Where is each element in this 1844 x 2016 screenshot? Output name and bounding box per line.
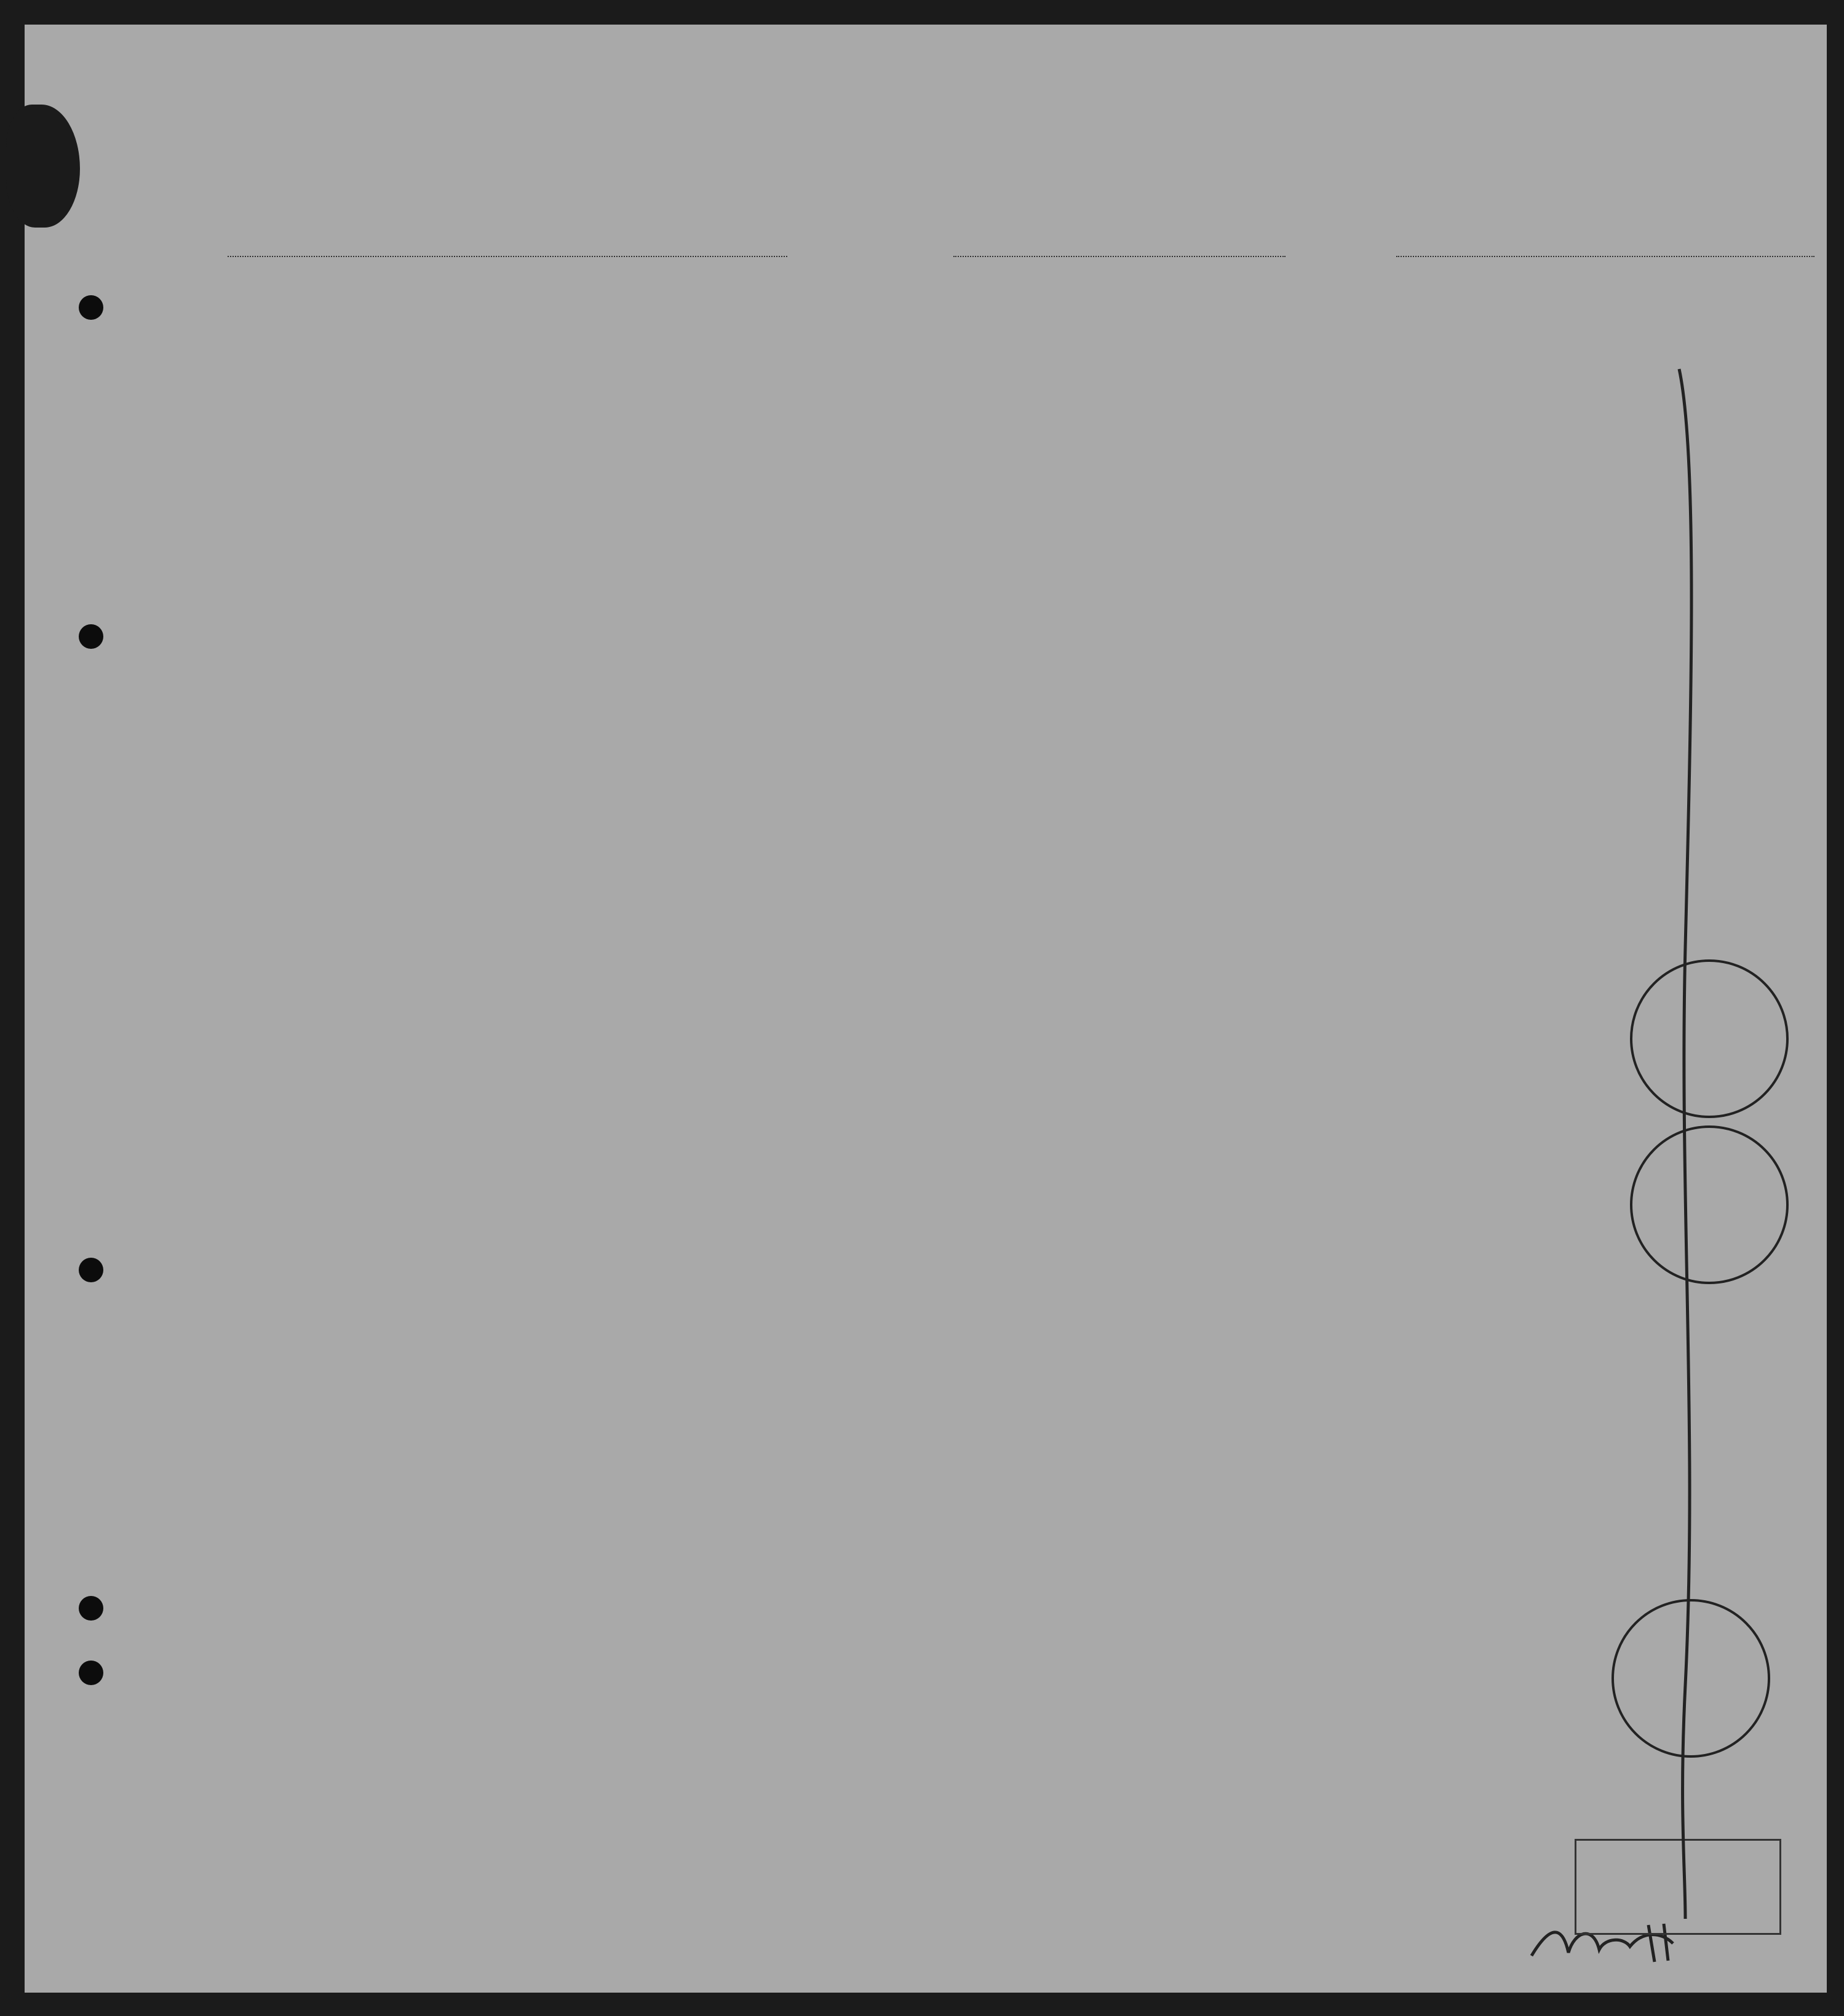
table-grid: [25, 25, 1827, 1993]
footer: [25, 1919, 1827, 1968]
consulate-stamp: [1630, 1125, 1789, 1284]
consulate-stamp: [1612, 1599, 1770, 1758]
manifest-sheet: [25, 25, 1827, 1993]
mercantile-marine-stamp: [1575, 1839, 1781, 1935]
consulate-stamp: [1630, 959, 1789, 1118]
